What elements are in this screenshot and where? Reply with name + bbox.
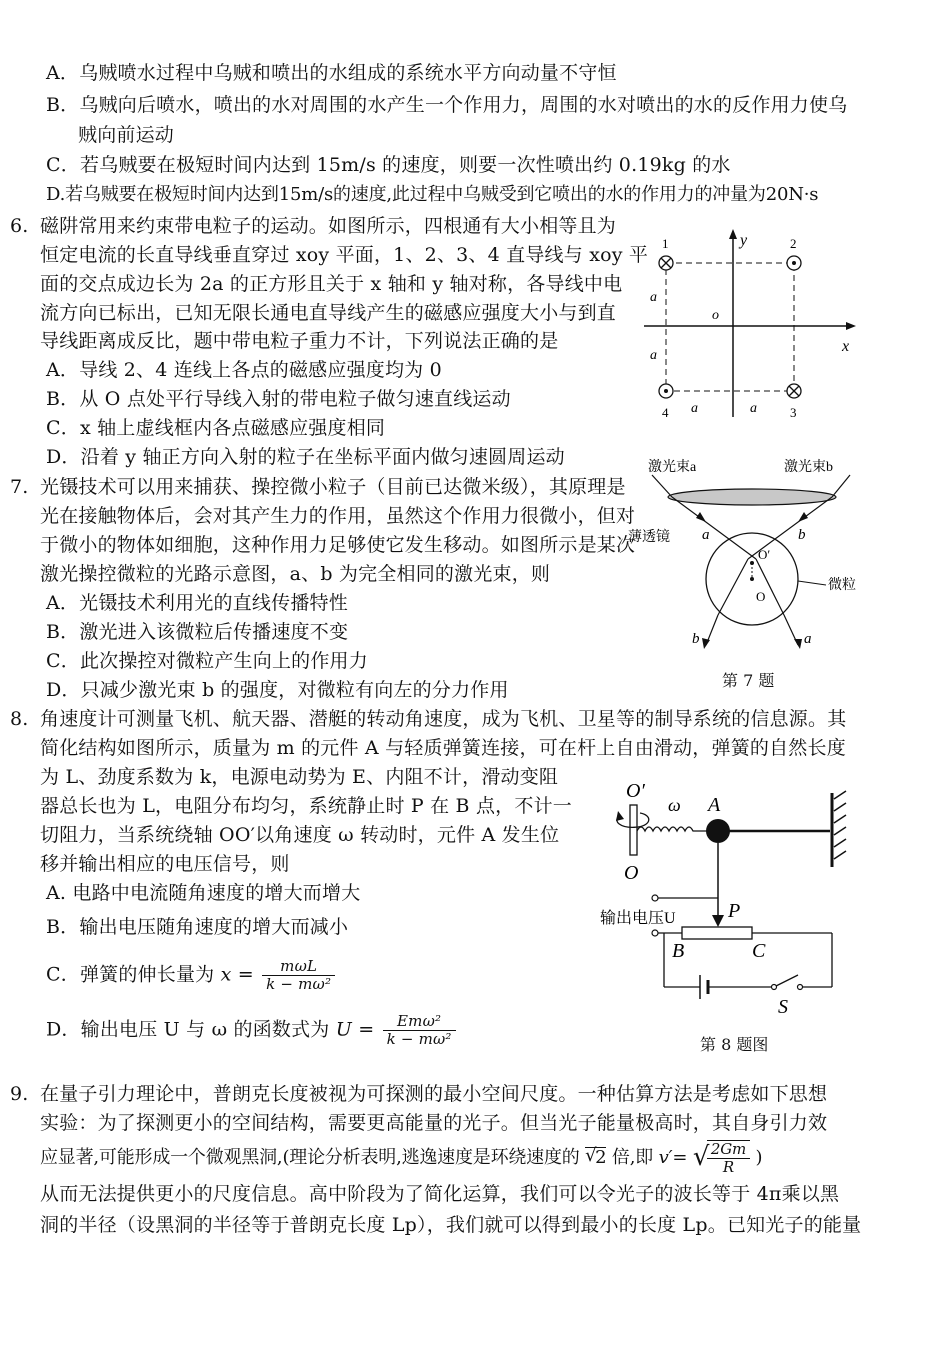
q9-sqrt-formula: √ $\frac{2Gm}{R}$ xyxy=(693,1140,750,1176)
q8-number: 8. xyxy=(10,708,29,730)
q6-number: 6. xyxy=(10,215,29,237)
q6-axis-y: y xyxy=(740,232,748,249)
q6-option-a[interactable]: A．导线 2、4 连线上各点的磁感应强度均为 0 xyxy=(46,359,442,381)
q9-formula-numerator: 2Gm xyxy=(707,1141,750,1159)
q9-line1: 在量子引力理论中，普朗克长度被视为可探测的最小空间尺度。一种估算方法是考虑如下思想 xyxy=(40,1083,828,1105)
q8-option-b[interactable]: B．输出电压随角速度的增大而减小 xyxy=(46,916,349,938)
q7-stem-line4: 激光操控微粒的光路示意图，a、b 为完全相同的激光束，则 xyxy=(40,563,551,585)
q7-lens-label: 薄透镜 xyxy=(628,530,670,545)
q6-option-d[interactable]: D．沿着 y 轴正方向入射的粒子在坐标平面内做匀速圆周运动 xyxy=(46,446,565,468)
q8-stem-line1: 角速度计可测量飞机、航天器、潜艇的转动角速度，成为飞机、卫星等的制导系统的信息源。其 xyxy=(40,708,847,730)
q7-stem-line1: 光镊技术可以用来捕获、操控微小粒子（目前已达微米级），其原理是 xyxy=(40,476,626,498)
q8-caption: 第 8 题图 xyxy=(700,1035,769,1054)
q7-beam-b-label: 激光束b xyxy=(784,460,833,475)
q6-origin: o xyxy=(712,308,719,323)
q6-label-2: 2 xyxy=(790,236,797,251)
q7-center-o: O xyxy=(756,589,766,604)
q8-stem-line5: 切阻力，当系统绕轴 OO′以角速度 ω 转动时，元件 A 发生位 xyxy=(40,824,560,846)
q9-line2: 实验：为了探测更小的空间结构，需要更高能量的光子。但当光子能量极高时，其自身引力效 xyxy=(40,1112,828,1134)
q6-label-3: 3 xyxy=(790,405,797,420)
q7-option-c[interactable]: C．此次操控对微粒产生向上的作用力 xyxy=(46,650,368,672)
q7-caption: 第 7 题 xyxy=(722,671,775,690)
q9-line3-end: ) xyxy=(755,1147,763,1168)
q9-v-prime: v′= xyxy=(658,1147,688,1168)
q8-label-omega: ω xyxy=(668,795,681,815)
q8-stem-line3: 为 L、劲度系数为 k，电源电动势为 E、内阻不计，滑动变阻 xyxy=(40,766,559,788)
q7-stem-line2: 光在接触物体后，会对其产生力的作用，虽然这个作用力很微小，但对 xyxy=(40,505,636,527)
q7-label-b-top: b xyxy=(798,527,806,543)
q6-axis-x: x xyxy=(842,338,850,355)
q6-stem-line4: 流方向已标出，已知无限长通电直导线产生的磁感应强度大小与到直 xyxy=(40,302,617,324)
q9-line3-mid: 倍,即 xyxy=(611,1147,654,1168)
q6-side-a-right: a xyxy=(750,401,757,416)
q8-stem-line4: 器总长也为 L，电阻分布均匀，系统静止时 P 在 B 点，不计一 xyxy=(40,795,572,817)
q6-label-1: 1 xyxy=(662,236,669,251)
q7-particle-label: 微粒 xyxy=(828,578,856,593)
q8-label-s: S xyxy=(778,996,788,1018)
q5-option-a[interactable]: A．乌贼喷水过程中乌贼和喷出的水组成的系统水平方向动量不守恒 xyxy=(46,62,617,84)
q7-figure xyxy=(628,455,873,665)
q8-label-p: P xyxy=(728,900,741,922)
q6-figure xyxy=(638,225,868,425)
q6-stem-line5: 导线距离成反比，题中带电粒子重力不计，下列说法正确的是 xyxy=(40,330,559,352)
q6-label-4: 4 xyxy=(662,405,669,420)
q8-option-a[interactable]: A. 电路中电流随角速度的增大而增大 xyxy=(46,882,361,904)
q7-label-a-top: a xyxy=(702,527,710,543)
q8-stem-line2: 简化结构如图所示，质量为 m 的元件 A 与轻质弹簧连接，可在杆上自由滑动，弹簧的自然长度 xyxy=(40,737,846,759)
q8-option-d-prefix: D．输出电压 U 与 ω 的函数式为 xyxy=(46,1018,330,1041)
q8-option-c-numerator: mωL xyxy=(262,958,335,976)
q8-label-o-prime: O′ xyxy=(626,780,645,802)
q7-option-a[interactable]: A．光镊技术利用光的直线传播特性 xyxy=(46,592,348,614)
q8-label-a: A xyxy=(708,794,721,816)
q8-label-b: B xyxy=(672,940,685,962)
q7-option-b[interactable]: B．激光进入该微粒后传播速度不变 xyxy=(46,621,349,643)
q5-option-c[interactable]: C．若乌贼要在极短时间内达到 15m/s 的速度，则要一次性喷出约 0.19kg 的水 xyxy=(46,154,731,176)
q8-option-c-denominator: k − mω² xyxy=(266,975,332,993)
q9-sqrt2: √ 2 xyxy=(585,1145,607,1168)
q9-sqrt2-value: 2 xyxy=(595,1147,607,1168)
q6-option-c[interactable]: C．x 轴上虚线框内各点磁感应强度相同 xyxy=(46,417,386,439)
q7-number: 7. xyxy=(10,476,29,498)
q9-line5: 洞的半径（设黑洞的半径等于普朗克长度 Lp），我们就可以得到最小的长度 Lp。已知光子的能量 xyxy=(40,1214,862,1236)
q6-stem-line3: 面的交点成边长为 2a 的正方形且关于 x 轴和 y 轴对称，各导线中电 xyxy=(40,273,623,295)
q8-output-label: 输出电压U xyxy=(600,910,676,927)
q7-stem-line3: 于微小的物体如细胞，这种作用力足够使它发生移动。如图所示是某次 xyxy=(40,534,636,556)
q8-option-d-numerator: Emω² xyxy=(383,1013,456,1031)
q9-number: 9. xyxy=(10,1083,29,1105)
q8-option-c-lhs: x = xyxy=(220,963,254,986)
q6-side-a-lower: a xyxy=(650,348,657,363)
q8-label-c: C xyxy=(752,940,766,962)
q9-formula-denominator: R xyxy=(722,1158,734,1176)
q9-line4: 从而无法提供更小的尺度信息。高中阶段为了简化运算，我们可以令光子的波长等于 4π乘以黑 xyxy=(40,1183,840,1205)
q6-side-a-left: a xyxy=(691,401,698,416)
q7-center-o-prime: O′ xyxy=(758,547,771,562)
q8-option-c-prefix: C．弹簧的伸长量为 xyxy=(46,963,215,986)
q8-option-d-denominator: k − mω² xyxy=(386,1030,452,1048)
q8-option-d-fraction xyxy=(383,1013,456,1048)
q6-stem-line2: 恒定电流的长直导线垂直穿过 xoy 平面，1、2、3、4 直导线与 xoy 平 xyxy=(40,244,649,266)
q8-stem-line6: 移并输出相应的电压信号，则 xyxy=(40,853,290,875)
q8-option-d-lhs: U = xyxy=(335,1018,375,1041)
q5-option-d[interactable]: D.若乌贼要在极短时间内达到15m/s的速度,此过程中乌贼受到它喷出的水的作用力的冲量为20N·s xyxy=(46,184,819,205)
q5-option-b-line1[interactable]: B．乌贼向后喷水，喷出的水对周围的水产生一个作用力，周围的水对喷出的水的反作用力使乌 xyxy=(46,94,848,116)
q8-option-c-fraction xyxy=(262,958,335,993)
q9-line3 xyxy=(40,1140,762,1176)
q6-side-a-upper: a xyxy=(650,290,657,305)
q7-option-d[interactable]: D．只减少激光束 b 的强度，对微粒有向左的分力作用 xyxy=(46,679,509,701)
q9-line3-text: 应显著,可能形成一个微观黑洞,(理论分析表明,逃逸速度是环绕速度的 xyxy=(40,1147,580,1168)
q7-label-b-bottom: b xyxy=(692,631,700,647)
q5-option-b-line2: 贼向前运动 xyxy=(78,124,175,146)
q8-option-c[interactable] xyxy=(46,958,335,993)
q8-option-d[interactable] xyxy=(46,1013,456,1048)
q7-label-a-bottom: a xyxy=(804,631,812,647)
q8-figure xyxy=(592,775,867,1025)
q8-label-o: O xyxy=(624,862,639,884)
q6-option-b[interactable]: B．从 O 点处平行导线入射的带电粒子做匀速直线运动 xyxy=(46,388,511,410)
q7-beam-a-label: 激光束a xyxy=(648,460,697,475)
q6-stem-line1: 磁阱常用来约束带电粒子的运动。如图所示，四根通有大小相等且为 xyxy=(40,215,617,237)
